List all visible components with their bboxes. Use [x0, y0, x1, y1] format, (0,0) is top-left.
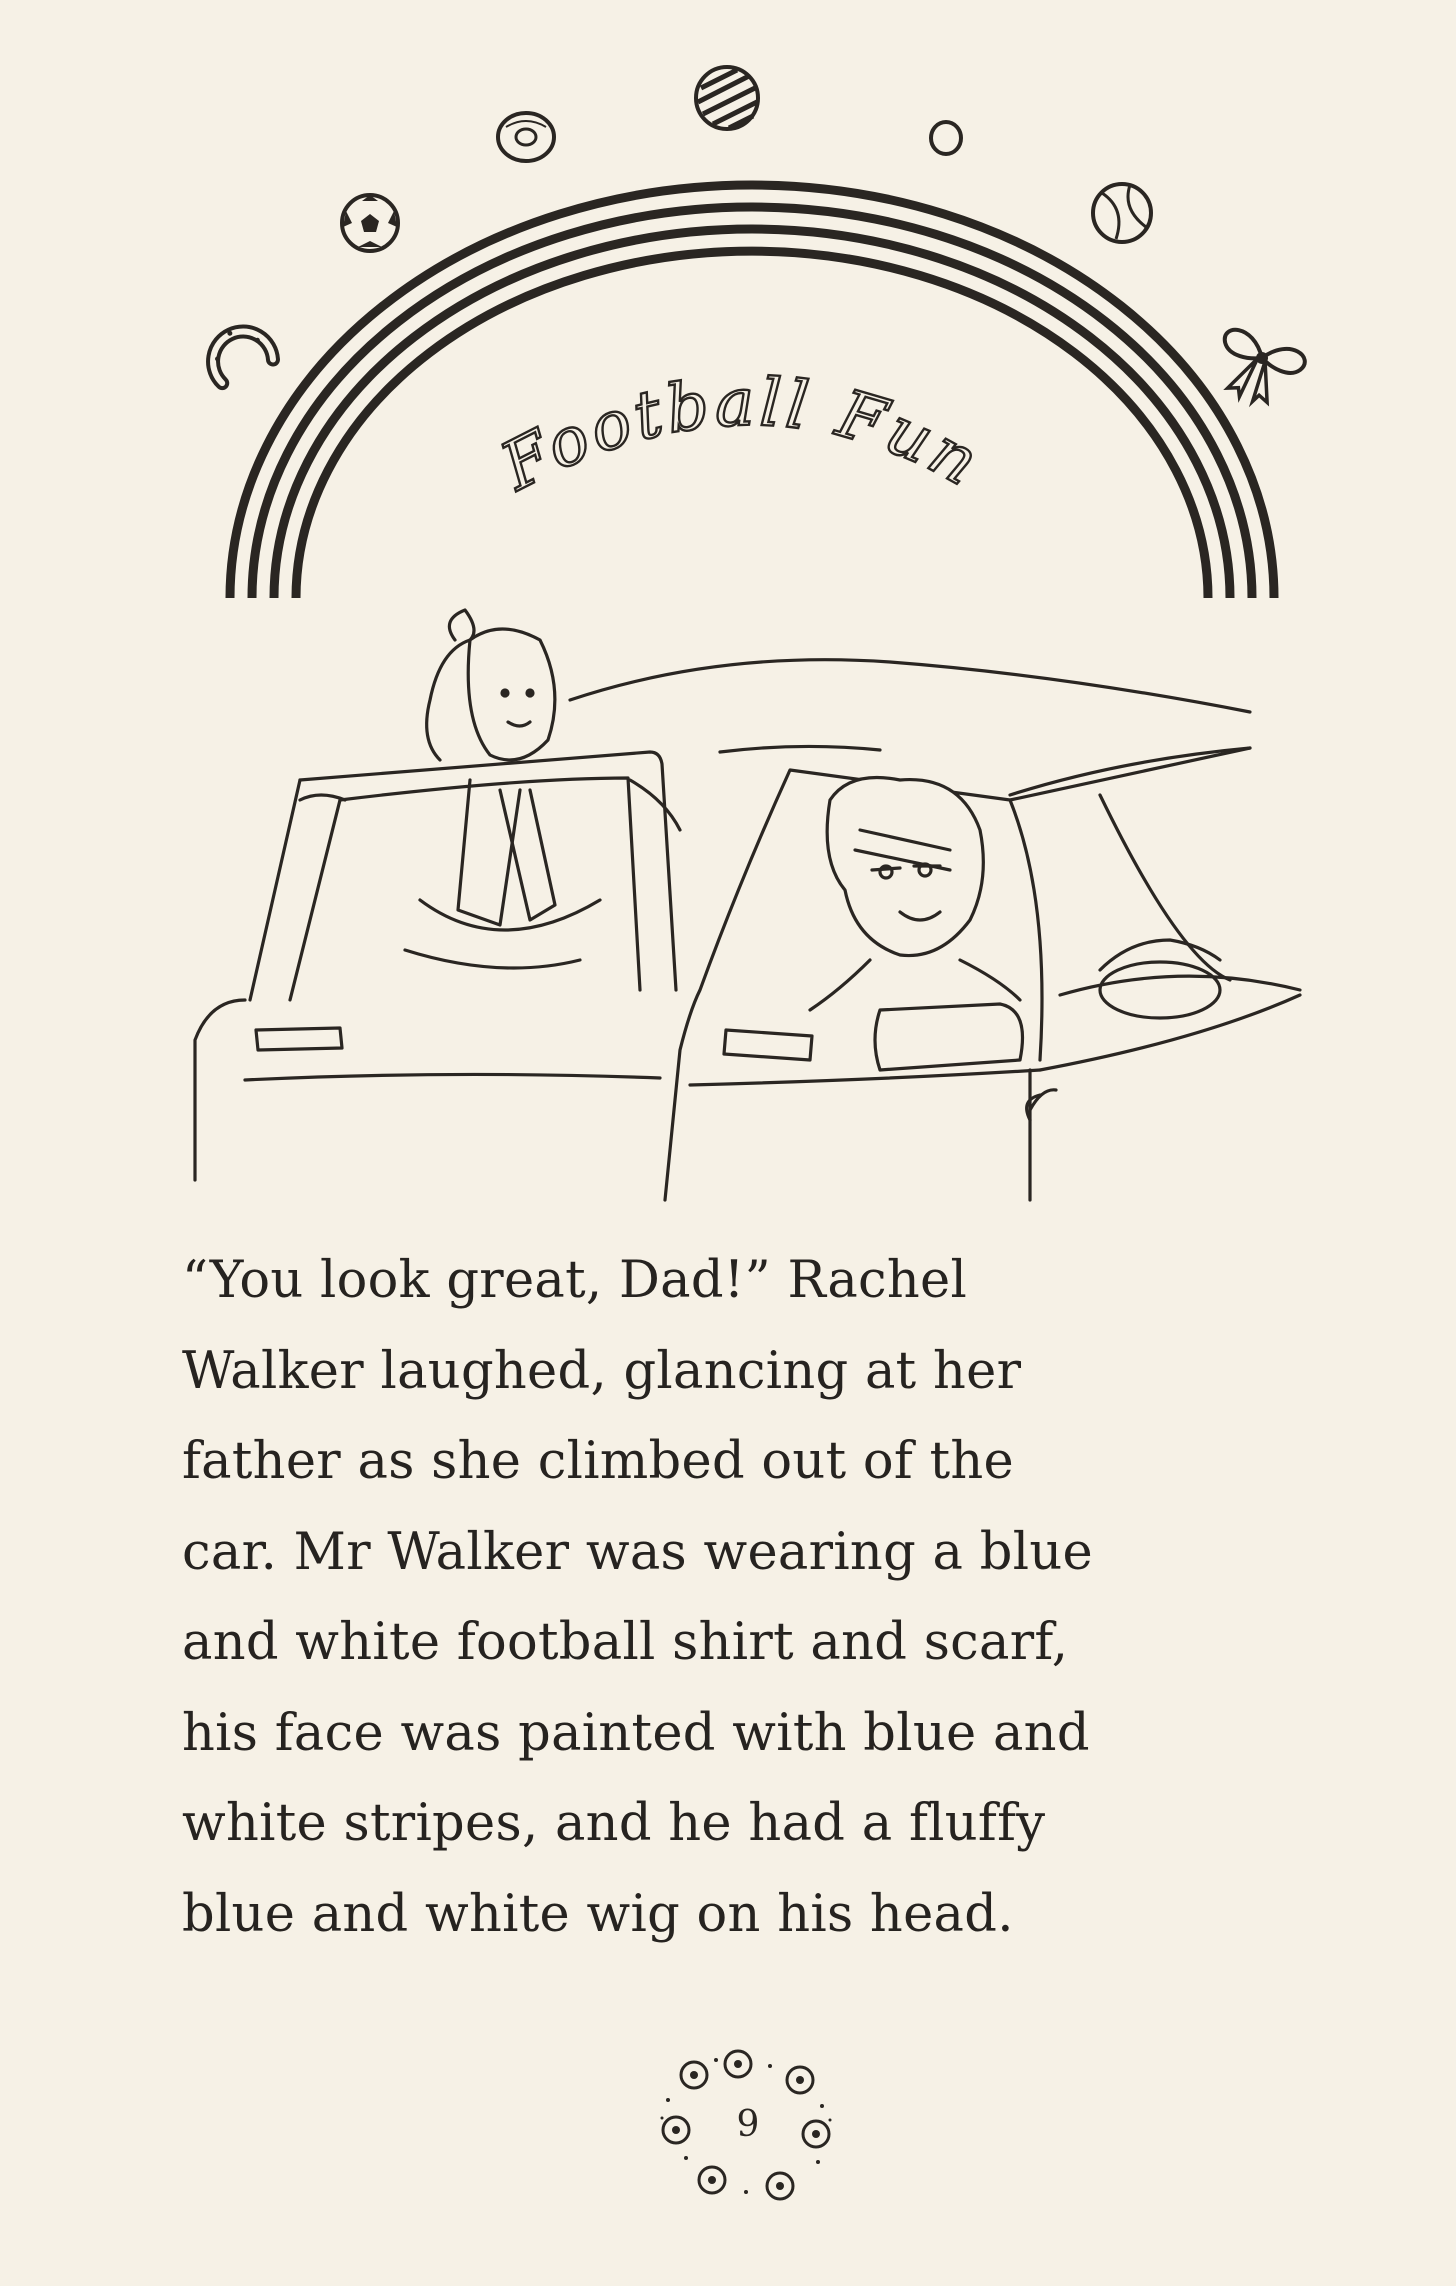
ring-icon — [931, 122, 961, 154]
body-line: his face was painted with blue and — [182, 1703, 1090, 1763]
ribbon-bow-icon — [1207, 326, 1307, 413]
chapter-title — [488, 364, 994, 506]
body-line: white stripes, and he had a fluffy — [182, 1794, 1046, 1853]
body-line: Walker laughed, glancing at her — [182, 1341, 1022, 1401]
football-icon — [342, 195, 398, 251]
body-line: blue and white wig on his head. — [182, 1884, 1014, 1944]
page-number: 9 — [736, 2104, 760, 2145]
striped-ball-icon — [696, 67, 758, 129]
body-line: “You look great, Dad!” Rachel — [182, 1251, 968, 1310]
body-line: father as she climbed out of the — [182, 1432, 1014, 1491]
body-line: and white football shirt and scarf, — [182, 1613, 1069, 1672]
car-illustration — [195, 610, 1300, 1200]
chapter-title-text: Football Fun — [489, 363, 995, 506]
tennis-ball-icon — [1093, 184, 1151, 242]
horseshoe-icon — [202, 318, 275, 384]
body-line: car. Mr Walker was wearing a blue — [182, 1522, 1093, 1582]
chapter-body-text — [182, 1236, 1302, 1960]
donut-icon — [498, 113, 554, 161]
